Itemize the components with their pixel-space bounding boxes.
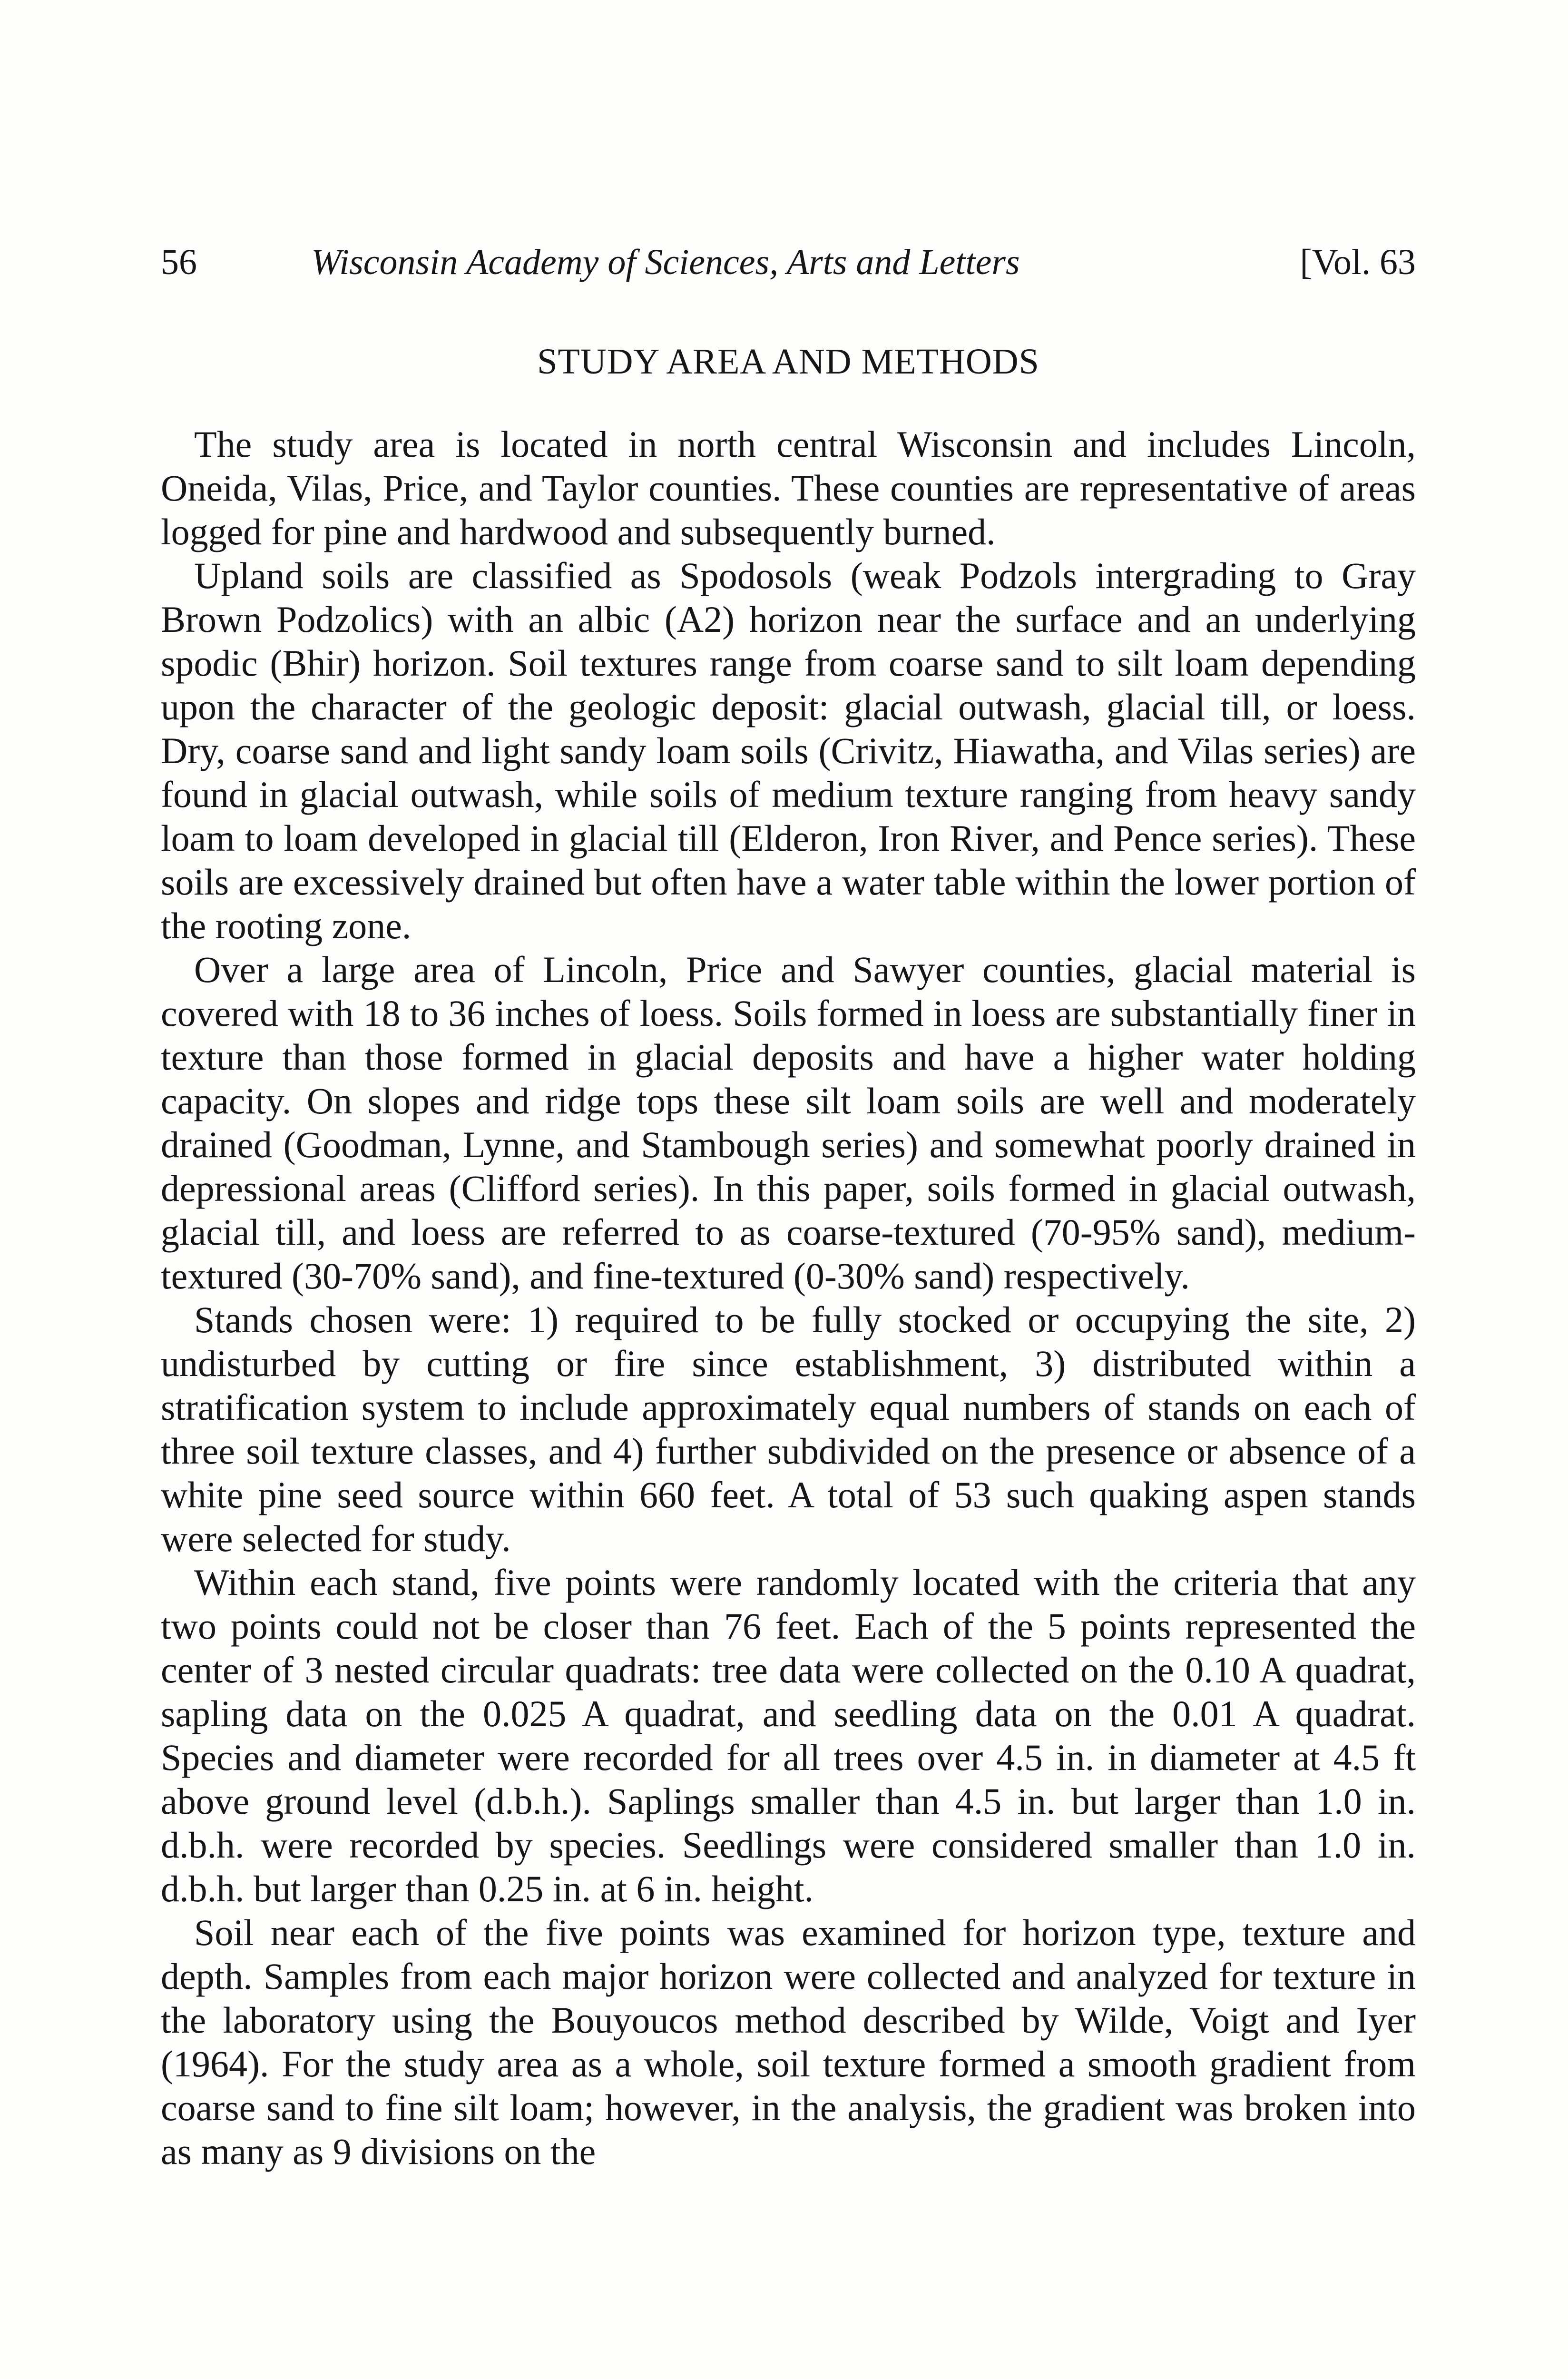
body-text [161,423,1416,2173]
paragraph-stands-chosen: Stands chosen were: 1) required to be fully stocked or occupying the site, 2) undisturbed by cutting or fire since establishment, 3) distributed within a stratification system to include approximately equal numbers of stands on each of three soil texture classes, and 4) further subdivided on the presence or absence of a white pine seed source within 660 feet. A total of 53 such quaking aspen stands were selected for study. [161,1299,1416,1559]
paragraph-upland-soils: Upland soils are classified as Spodosols (weak Podzols intergrading to Gray Brown Podzolics) with an albic (A2) horizon near the surface and an underlying spodic (Bhir) horizon. Soil textures range from coarse sand to silt loam depending upon the character of the geologic deposit: glacial outwash, glacial till, or loess. Dry, coarse sand and light sandy loam soils (Crivitz, Hiawatha, and Vilas series) are found in glacial outwash, while soils of medium texture ranging from heavy sandy loam to loam developed in glacial till (Elderon, Iron River, and Pence series). These soils are excessively drained but often have a water table within the lower portion of the rooting zone. [161,555,1416,946]
paragraph-soil-sampling: Soil near each of the five points was examined for horizon type, texture and depth. Samples from each major horizon were collected and analyzed for texture in the laboratory using the Bouyoucos method described by Wilde, Voigt and Iyer (1964). For the study area as a whole, soil texture formed a smooth gradient from coarse sand to fine silt loam; however, in the analysis, the gradient was broken into as many as 9 divisions on the [161,1912,1416,2172]
section-heading: STUDY AREA AND METHODS [537,342,1039,382]
paragraph-loess: Over a large area of Lincoln, Price and Sawyer counties, glacial material is covered with 18 to 36 inches of loess. Soils formed in loess are substantially finer in texture than those formed in glacial deposits and have a higher water holding capacity. On slopes and ridge tops these silt loam soils are well and moderately drained (Goodman, Lynne, and Stambough series) and somewhat poorly drained in depressional areas (Clifford series). In this paper, soils formed in glacial outwash, glacial till, and loess are referred to as coarse-textured (70-95% sand), medium-textured (30-70% sand), and fine-textured (0-30% sand) respectively. [161,949,1416,1297]
journal-title: Wisconsin Academy of Sciences, Arts and Letters [311,242,1020,282]
volume-label: [Vol. 63 [1300,242,1416,282]
paragraph-study-area: The study area is located in north central Wisconsin and includes Lincoln, Oneida, Vilas, Price, and Taylor counties. These counties are representative of areas logged for pine and hardwood and subsequently burned. [161,423,1416,552]
page-number: 56 [161,242,197,282]
paragraph-quadrats: Within each stand, five points were randomly located with the criteria that any two points could not be closer than 76 feet. Each of the 5 points represented the center of 3 nested circular quadrats: tree data were collected on the 0.10 A quadrat, sapling data on the 0.025 A quadrat, and seedling data on the 0.01 A quadrat. Species and diameter were recorded for all trees over 4.5 in. in diameter at 4.5 ft above ground level (d.b.h.). Saplings smaller than 4.5 in. but larger than 1.0 in. d.b.h. were recorded by species. Seedlings were considered smaller than 1.0 in. d.b.h. but larger than 0.25 in. at 6 in. height. [161,1562,1416,1909]
running-header [161,236,1416,288]
